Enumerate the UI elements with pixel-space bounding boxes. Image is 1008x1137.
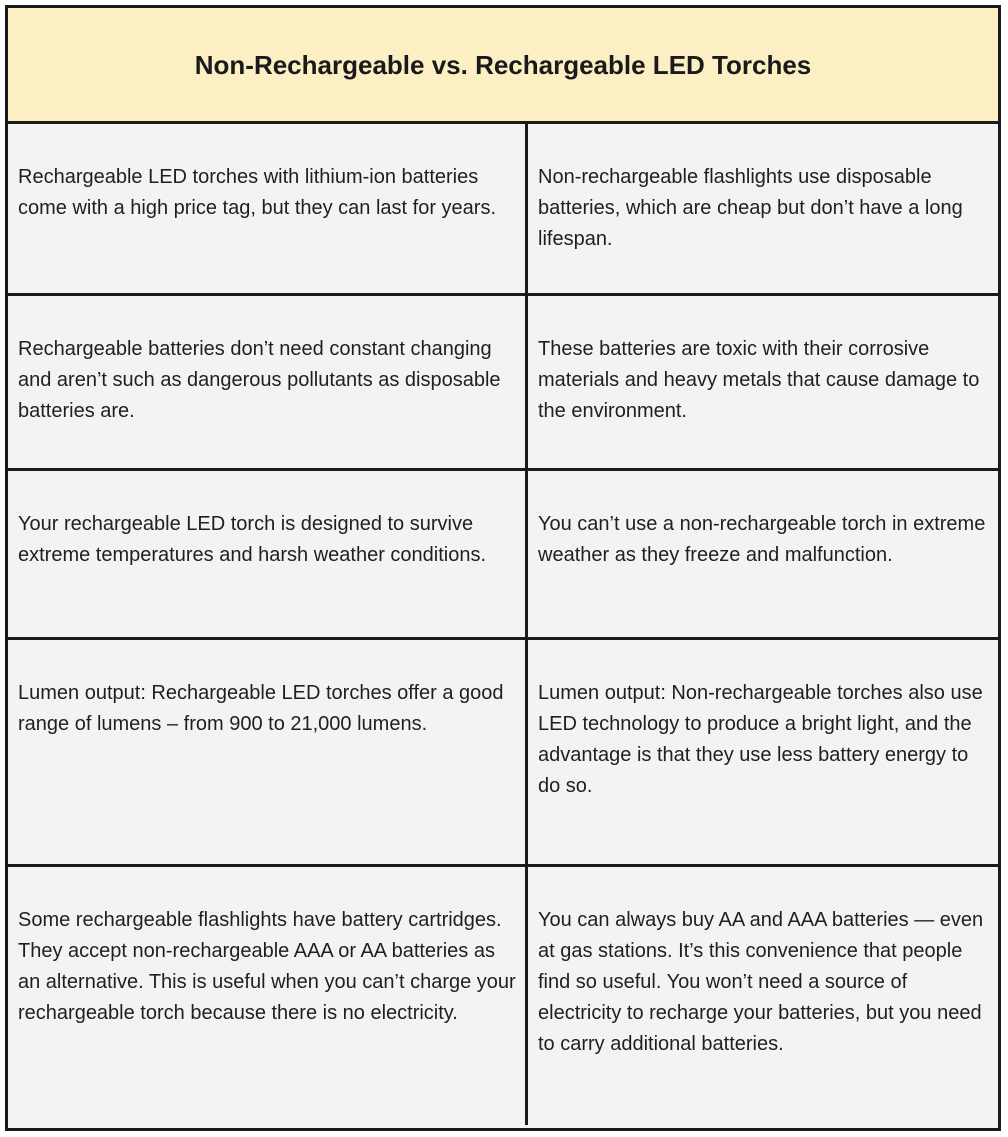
table-cell-non-rechargeable: These batteries are toxic with their corrosive materials and heavy metals that cause damage to the environment. [528, 296, 998, 468]
table-row [8, 471, 998, 640]
table-row [8, 867, 998, 1125]
table-cell-rechargeable: Your rechargeable LED torch is designed to survive extreme temperatures and harsh weather conditions. [8, 471, 528, 637]
table-cell-non-rechargeable: Lumen output: Non-rechargeable torches also use LED technology to produce a bright light, and the advantage is that they use less battery energy to do so. [528, 640, 998, 864]
table-row [8, 640, 998, 867]
comparison-table [5, 5, 1001, 1131]
table-cell-rechargeable: Some rechargeable flashlights have battery cartridges. They accept non-rechargeable AAA or AA batteries as an alternative. This is useful when you can’t charge your rechargeable torch because there is no electricity. [8, 867, 528, 1125]
table-cell-non-rechargeable: Non-rechargeable flashlights use disposable batteries, which are cheap but don’t have a long lifespan. [528, 124, 998, 293]
table-cell-rechargeable: Rechargeable batteries don’t need constant changing and aren’t such as dangerous pollutants as disposable batteries are. [8, 296, 528, 468]
table-cell-rechargeable: Rechargeable LED torches with lithium-ion batteries come with a high price tag, but they can last for years. [8, 124, 528, 293]
table-cell-rechargeable: Lumen output: Rechargeable LED torches offer a good range of lumens – from 900 to 21,000 lumens. [8, 640, 528, 864]
table-title: Non-Rechargeable vs. Rechargeable LED Torches [194, 50, 812, 80]
table-cell-non-rechargeable: You can always buy AA and AAA batteries — even at gas stations. It’s this convenience that people find so useful. You won’t need a source of electricity to recharge your batteries, but you need to carry additional batteries. [528, 867, 998, 1125]
table-row [8, 296, 998, 471]
table-cell-non-rechargeable: You can’t use a non-rechargeable torch in extreme weather as they freeze and malfunction. [528, 471, 998, 637]
table-row [8, 124, 998, 296]
table-header [8, 8, 998, 124]
